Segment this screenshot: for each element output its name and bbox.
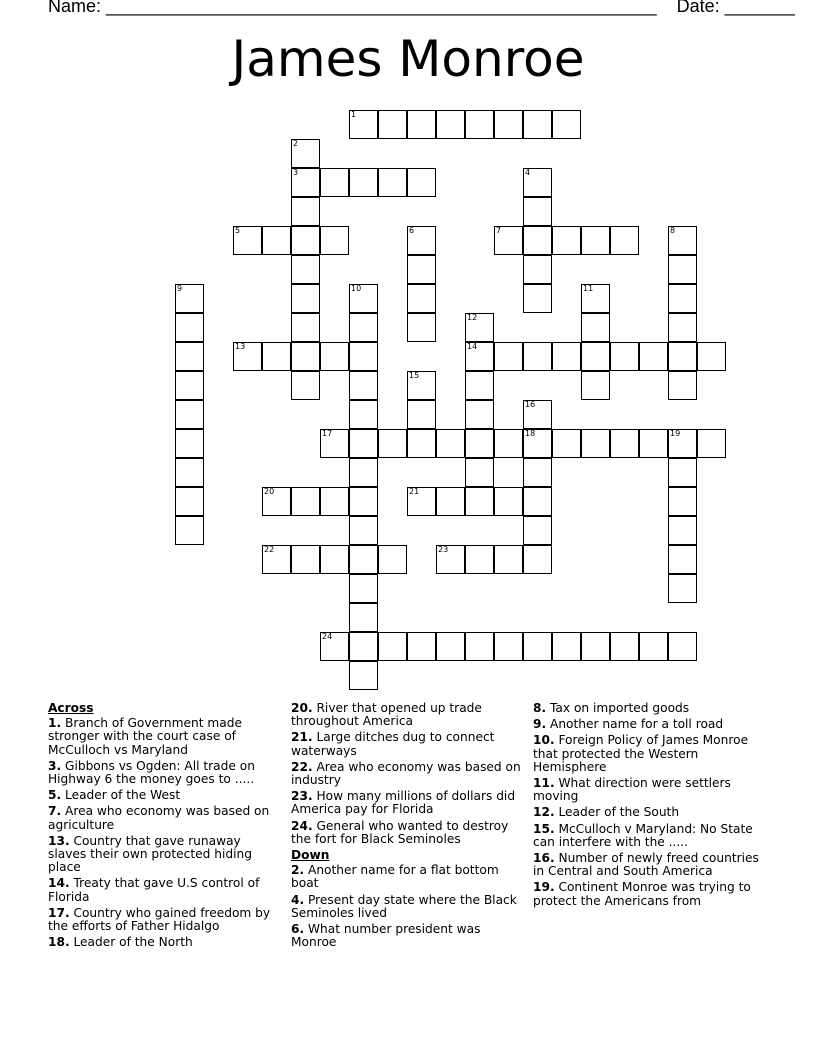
crossword-cell[interactable] (291, 545, 320, 574)
crossword-cell[interactable] (668, 371, 697, 400)
clue-number: 16 (525, 400, 536, 409)
crossword-cell[interactable] (639, 632, 668, 661)
crossword-cell[interactable] (349, 284, 378, 313)
crossword-cell[interactable] (262, 226, 291, 255)
clue-number: 6 (409, 226, 415, 235)
clue-number: 12 (467, 313, 478, 322)
crossword-cell[interactable] (581, 342, 610, 371)
crossword-cell[interactable] (349, 313, 378, 342)
crossword-cell[interactable] (291, 168, 320, 197)
crossword-cell[interactable] (668, 284, 697, 313)
clue-text: Gibbons vs Ogden: All trade on Highway 6 the money goes to ..... (48, 758, 255, 787)
crossword-cell[interactable] (349, 516, 378, 545)
crossword-cell[interactable] (465, 110, 494, 139)
clue-item (48, 717, 280, 757)
clue-number: 20 (264, 487, 275, 496)
crossword-cell[interactable] (552, 226, 581, 255)
crossword-cell[interactable] (407, 632, 436, 661)
clue-text: River that opened up trade throughout America (291, 701, 482, 729)
crossword-cell[interactable] (320, 342, 349, 371)
crossword-cell[interactable] (378, 632, 407, 661)
clue-text: Tax on imported goods (546, 701, 690, 715)
crossword-cell[interactable] (320, 429, 349, 458)
crossword-cell[interactable] (581, 284, 610, 313)
crossword-cell[interactable] (291, 139, 320, 168)
crossword-cell[interactable] (407, 284, 436, 313)
clue-item (291, 820, 523, 846)
crossword-cell[interactable] (668, 516, 697, 545)
clue-text: Branch of Government made stronger with the court case of McCulloch vs Maryland (48, 716, 242, 757)
clue-item (48, 805, 280, 831)
crossword-cell[interactable] (349, 371, 378, 400)
clue-item (533, 823, 765, 849)
clue-number-label: 14. (48, 876, 70, 891)
crossword-cell[interactable] (639, 342, 668, 371)
crossword-cell[interactable] (668, 429, 697, 458)
crossword-cell[interactable] (668, 632, 697, 661)
crossword-cell[interactable] (523, 197, 552, 226)
crossword-cell[interactable] (494, 342, 523, 371)
crossword-cell[interactable] (668, 574, 697, 603)
crossword-cell[interactable] (407, 313, 436, 342)
down-heading: Down (291, 848, 330, 863)
crossword-cell[interactable] (407, 226, 436, 255)
crossword-cell[interactable] (320, 545, 349, 574)
clue-item (48, 936, 280, 949)
crossword-cell[interactable] (494, 487, 523, 516)
clue-number-label: 22. (291, 759, 313, 774)
crossword-cell[interactable] (349, 342, 378, 371)
crossword-cell[interactable] (523, 284, 552, 313)
crossword-cell[interactable] (610, 226, 639, 255)
crossword-cell[interactable] (523, 545, 552, 574)
clue-number: 22 (264, 545, 275, 554)
crossword-cell[interactable] (320, 168, 349, 197)
crossword-cell[interactable] (175, 371, 204, 400)
crossword-cell[interactable] (349, 545, 378, 574)
crossword-cell[interactable] (349, 661, 378, 690)
clue-text: What direction were settlers moving (533, 776, 731, 804)
clue-number-label: 5. (48, 788, 62, 803)
crossword-cell[interactable] (407, 110, 436, 139)
crossword-cell[interactable] (610, 632, 639, 661)
crossword-cell[interactable] (378, 545, 407, 574)
crossword-cell[interactable] (465, 342, 494, 371)
clue-number: 23 (438, 545, 449, 554)
clue-number: 4 (525, 168, 531, 177)
crossword-cell[interactable] (523, 255, 552, 284)
crossword-cell[interactable] (436, 487, 465, 516)
clue-number-label: 17. (48, 905, 70, 920)
crossword-cell[interactable] (581, 632, 610, 661)
clue-text: What number president was Monroe (291, 922, 481, 950)
clue-text: Country who gained freedom by the efforts of Father Hidalgo (48, 905, 271, 934)
clue-text: General who wanted to destroy the fort for Black Seminoles (291, 818, 509, 846)
clue-item (291, 761, 523, 787)
crossword-cell[interactable] (668, 342, 697, 371)
crossword-cell[interactable] (407, 168, 436, 197)
crossword-cell[interactable] (407, 400, 436, 429)
crossword-cell[interactable] (320, 226, 349, 255)
clue-number: 3 (293, 168, 299, 177)
crossword-cell[interactable] (320, 632, 349, 661)
clue-number: 11 (583, 284, 594, 293)
clue-number: 24 (322, 632, 333, 641)
crossword-cell[interactable] (697, 429, 726, 458)
clue-number: 8 (670, 226, 676, 235)
clue-text: Continent Monroe was trying to protect the Americans from (533, 880, 751, 908)
crossword-cell[interactable] (378, 429, 407, 458)
clue-number-label: 7. (48, 804, 62, 819)
crossword-cell[interactable] (349, 487, 378, 516)
crossword-cell[interactable] (436, 110, 465, 139)
crossword-cell[interactable] (175, 284, 204, 313)
crossword-cell[interactable] (378, 110, 407, 139)
clue-number-label: 2. (291, 863, 305, 878)
crossword-cell[interactable] (494, 545, 523, 574)
clue-number: 7 (496, 226, 502, 235)
clue-number-label: 19. (533, 880, 555, 895)
clue-item (291, 790, 523, 816)
crossword-cell[interactable] (494, 429, 523, 458)
crossword-cell[interactable] (436, 429, 465, 458)
clue-item (291, 702, 523, 728)
crossword-cell[interactable] (465, 545, 494, 574)
crossword-cell[interactable] (175, 429, 204, 458)
crossword-cell[interactable] (262, 545, 291, 574)
crossword-cell[interactable] (668, 458, 697, 487)
crossword-cell[interactable] (291, 371, 320, 400)
crossword-cell[interactable] (291, 487, 320, 516)
crossword-cell[interactable] (523, 342, 552, 371)
clue-number-label: 6. (291, 922, 305, 937)
crossword-cell[interactable] (175, 487, 204, 516)
crossword-cell[interactable] (610, 429, 639, 458)
crossword-cell[interactable] (349, 110, 378, 139)
crossword-cell[interactable] (668, 545, 697, 574)
crossword-cell[interactable] (494, 110, 523, 139)
clue-item (533, 881, 765, 907)
clue-number-label: 8. (533, 701, 547, 715)
clue-number: 19 (670, 429, 681, 438)
crossword-cell[interactable] (291, 313, 320, 342)
crossword-cell[interactable] (523, 632, 552, 661)
crossword-cell[interactable] (668, 226, 697, 255)
crossword-cell[interactable] (465, 371, 494, 400)
clue-text: Area who economy was based on industry (291, 759, 521, 788)
crossword-cell[interactable] (668, 255, 697, 284)
crossword-cell[interactable] (610, 342, 639, 371)
clues-column-1 (48, 702, 280, 952)
crossword-cell[interactable] (291, 342, 320, 371)
clue-number-label: 10. (533, 733, 555, 748)
clue-number: 1 (351, 110, 357, 119)
clue-number-label: 9. (533, 717, 547, 732)
clue-number-label: 3. (48, 758, 62, 773)
clue-text: McCulloch v Maryland: No State can interfere with the ..... (533, 821, 753, 849)
crossword-cell[interactable] (523, 429, 552, 458)
crossword-cell[interactable] (465, 632, 494, 661)
clue-number-label: 23. (291, 789, 313, 804)
crossword-cell[interactable] (436, 632, 465, 661)
crossword-cell[interactable] (349, 458, 378, 487)
clue-number: 14 (467, 342, 478, 351)
crossword-cell[interactable] (378, 168, 407, 197)
clue-item (533, 852, 765, 878)
crossword-cell[interactable] (291, 197, 320, 226)
crossword-cell[interactable] (175, 400, 204, 429)
crossword-cell[interactable] (175, 458, 204, 487)
crossword-cell[interactable] (349, 168, 378, 197)
crossword-cell[interactable] (291, 226, 320, 255)
crossword-cell[interactable] (262, 487, 291, 516)
crossword-cell[interactable] (175, 313, 204, 342)
clue-number-label: 16. (533, 851, 555, 866)
clue-text: How many millions of dollars did America pay for Florida (291, 789, 516, 817)
clue-item (48, 789, 280, 802)
crossword-cell[interactable] (581, 226, 610, 255)
crossword-cell[interactable] (523, 110, 552, 139)
clue-text: Present day state where the Black Seminoles lived (291, 892, 517, 920)
crossword-cell[interactable] (233, 226, 262, 255)
clue-number: 15 (409, 371, 420, 380)
page-title: James Monroe (231, 30, 585, 88)
clue-item (291, 731, 523, 757)
crossword-cell[interactable] (407, 255, 436, 284)
clue-item (48, 760, 280, 786)
clue-text: Foreign Policy of James Monroe that protected the Western Hemisphere (533, 733, 749, 774)
crossword-cell[interactable] (523, 516, 552, 545)
crossword-cell[interactable] (349, 574, 378, 603)
clue-number-label: 20. (291, 701, 313, 715)
crossword-cell[interactable] (175, 516, 204, 545)
crossword-cell[interactable] (291, 255, 320, 284)
crossword-cell[interactable] (552, 632, 581, 661)
clue-item (48, 907, 280, 933)
clue-number: 10 (351, 284, 362, 293)
across-heading: Across (48, 701, 94, 715)
clue-text: Leader of the South (554, 805, 680, 820)
clue-number-label: 15. (533, 821, 555, 836)
crossword-cell[interactable] (436, 545, 465, 574)
clue-number-label: 18. (48, 935, 70, 950)
crossword-cell[interactable] (639, 429, 668, 458)
crossword-cell[interactable] (407, 487, 436, 516)
clue-number-label: 1. (48, 716, 62, 731)
crossword-cell[interactable] (349, 632, 378, 661)
crossword-cell[interactable] (465, 313, 494, 342)
crossword-cell[interactable] (494, 226, 523, 255)
clue-number: 5 (235, 226, 241, 235)
clue-item (533, 806, 765, 819)
date-field[interactable]: Date: _______ (676, 0, 795, 16)
crossword-cell[interactable] (175, 342, 204, 371)
crossword-cell[interactable] (407, 429, 436, 458)
clue-number-label: 21. (291, 730, 313, 745)
crossword-cell[interactable] (407, 371, 436, 400)
crossword-cell[interactable] (552, 429, 581, 458)
clue-item (533, 718, 765, 731)
crossword-cell[interactable] (581, 371, 610, 400)
crossword-cell[interactable] (668, 487, 697, 516)
name-field[interactable]: Name: _______________________________________________________ (48, 0, 657, 16)
clue-text: Another name for a flat bottom boat (291, 863, 499, 891)
clue-number: 13 (235, 342, 246, 351)
crossword-cell[interactable] (320, 487, 349, 516)
crossword-cell[interactable] (523, 487, 552, 516)
clue-number-label: 13. (48, 833, 70, 848)
clues-column-2 (291, 702, 523, 952)
crossword-cell[interactable] (349, 429, 378, 458)
clues-column-3 (533, 702, 765, 911)
clue-number-label: 11. (533, 776, 555, 791)
clue-item (48, 835, 280, 875)
clue-text: Another name for a toll road (546, 717, 724, 732)
crossword-cell[interactable] (465, 487, 494, 516)
clue-number-label: 12. (533, 805, 555, 820)
crossword-cell[interactable] (581, 429, 610, 458)
clue-text: Treaty that gave U.S control of Florida (48, 876, 260, 904)
clue-number: 9 (177, 284, 183, 293)
clue-text: Leader of the West (61, 788, 181, 803)
crossword-cell[interactable] (523, 400, 552, 429)
clue-item (291, 923, 523, 949)
clue-number: 18 (525, 429, 536, 438)
crossword-cell[interactable] (291, 284, 320, 313)
crossword-cell[interactable] (552, 342, 581, 371)
clue-text: Number of newly freed countries in Central and South America (533, 851, 759, 879)
clue-item (291, 864, 523, 890)
clue-item (291, 894, 523, 920)
clue-item (533, 734, 765, 774)
crossword-cell[interactable] (465, 429, 494, 458)
crossword-cell[interactable] (233, 342, 262, 371)
crossword-cell[interactable] (552, 110, 581, 139)
crossword-cell[interactable] (523, 458, 552, 487)
crossword-cell[interactable] (349, 603, 378, 632)
clue-text: Large ditches dug to connect waterways (291, 730, 495, 758)
clue-number-label: 4. (291, 892, 305, 907)
clue-item (533, 702, 765, 715)
crossword-cell[interactable] (581, 313, 610, 342)
crossword-cell[interactable] (494, 632, 523, 661)
crossword-cell[interactable] (668, 313, 697, 342)
clue-number: 17 (322, 429, 333, 438)
clue-text: Area who economy was based on agriculture (48, 804, 270, 832)
clue-text: Country that gave runaway slaves their own protected hiding place (48, 833, 252, 875)
clue-number: 21 (409, 487, 420, 496)
crossword-cell[interactable] (465, 458, 494, 487)
clue-number: 2 (293, 139, 299, 148)
crossword-cell[interactable] (523, 226, 552, 255)
clue-item (533, 777, 765, 803)
crossword-cell[interactable] (262, 342, 291, 371)
crossword-cell[interactable] (465, 400, 494, 429)
crossword-cell[interactable] (523, 168, 552, 197)
clue-text: Leader of the North (69, 935, 193, 950)
clue-number-label: 24. (291, 818, 313, 833)
crossword-cell[interactable] (349, 400, 378, 429)
clue-item (48, 877, 280, 903)
crossword-cell[interactable] (697, 342, 726, 371)
